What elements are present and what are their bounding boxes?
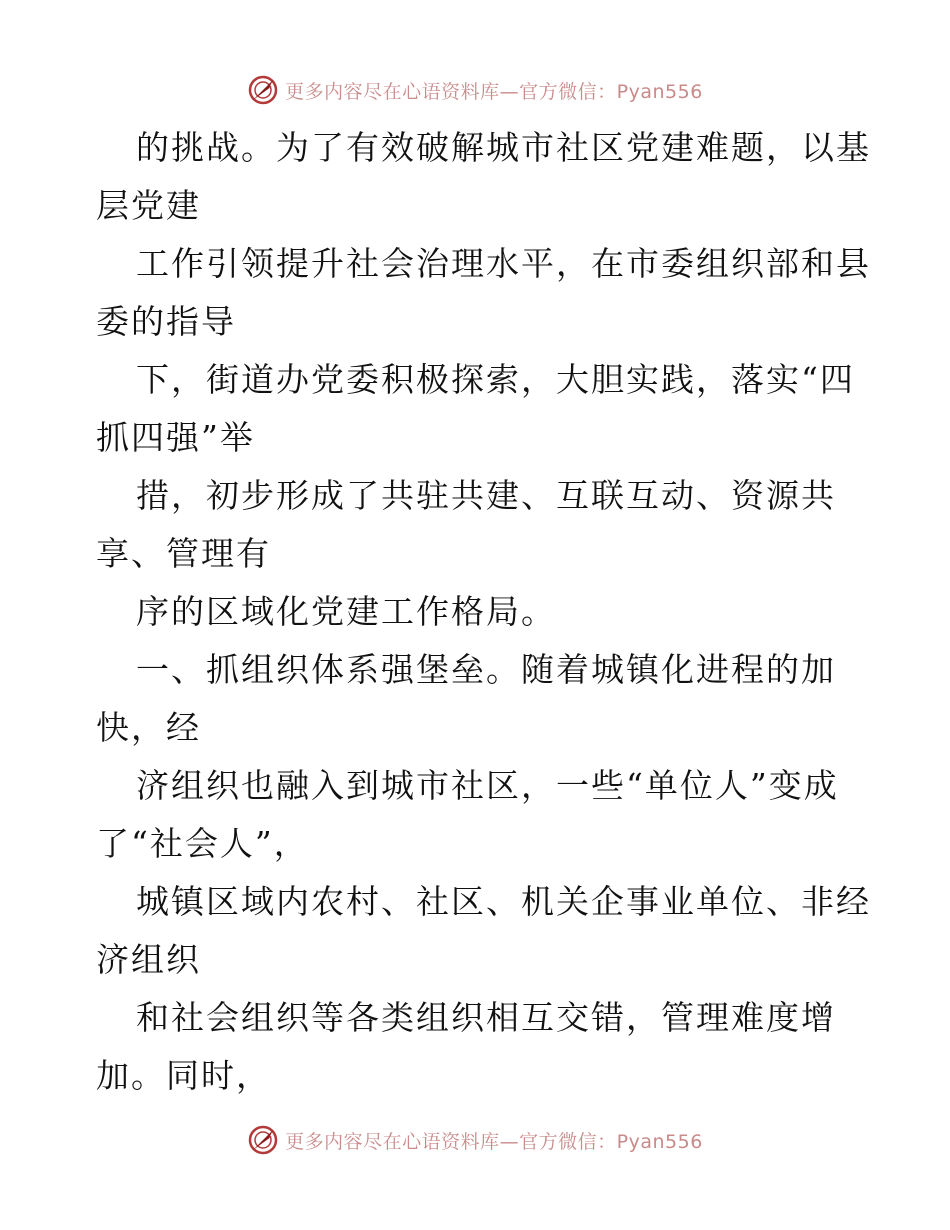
text-line: 快，经 xyxy=(96,708,201,747)
text-line: 加。同时， xyxy=(96,1056,271,1095)
watermark-text: 更多内容尽在心语资料库—官方微信：Pyan556 xyxy=(285,80,703,103)
text-line: 的挑战。为了有效破解城市社区党建难题，以基 xyxy=(136,128,871,167)
text-line: 济组织也融入到城市社区，一些“单位人”变成 xyxy=(136,766,839,805)
text-line: 和社会组织等各类组织相互交错，管理难度增 xyxy=(136,998,836,1037)
feather-logo-icon xyxy=(247,74,279,106)
feather-logo-icon xyxy=(247,1124,279,1156)
watermark-text: 更多内容尽在心语资料库—官方微信：Pyan556 xyxy=(285,1130,703,1153)
text-line: 济组织 xyxy=(96,940,201,979)
text-line: 工作引领提升社会治理水平，在市委组织部和县 xyxy=(136,244,871,283)
text-line: 层党建 xyxy=(96,186,201,225)
text-line: 抓四强”举 xyxy=(96,418,255,457)
text-line: 序的区域化党建工作格局。 xyxy=(136,592,556,631)
header-watermark xyxy=(0,72,950,108)
text-line: 享、管理有 xyxy=(96,534,271,573)
text-line: 一、抓组织体系强堡垒。随着城镇化进程的加 xyxy=(136,650,836,689)
footer-watermark xyxy=(0,1122,950,1158)
text-line: 措，初步形成了共驻共建、互联互动、资源共 xyxy=(136,476,836,515)
text-line: 下，街道办党委积极探索，大胆实践，落实“四 xyxy=(136,360,855,399)
text-line: 委的指导 xyxy=(96,302,236,341)
text-line: 了“社会人”， xyxy=(96,824,309,863)
text-line: 城镇区域内农村、社区、机关企事业单位、非经 xyxy=(136,882,871,921)
